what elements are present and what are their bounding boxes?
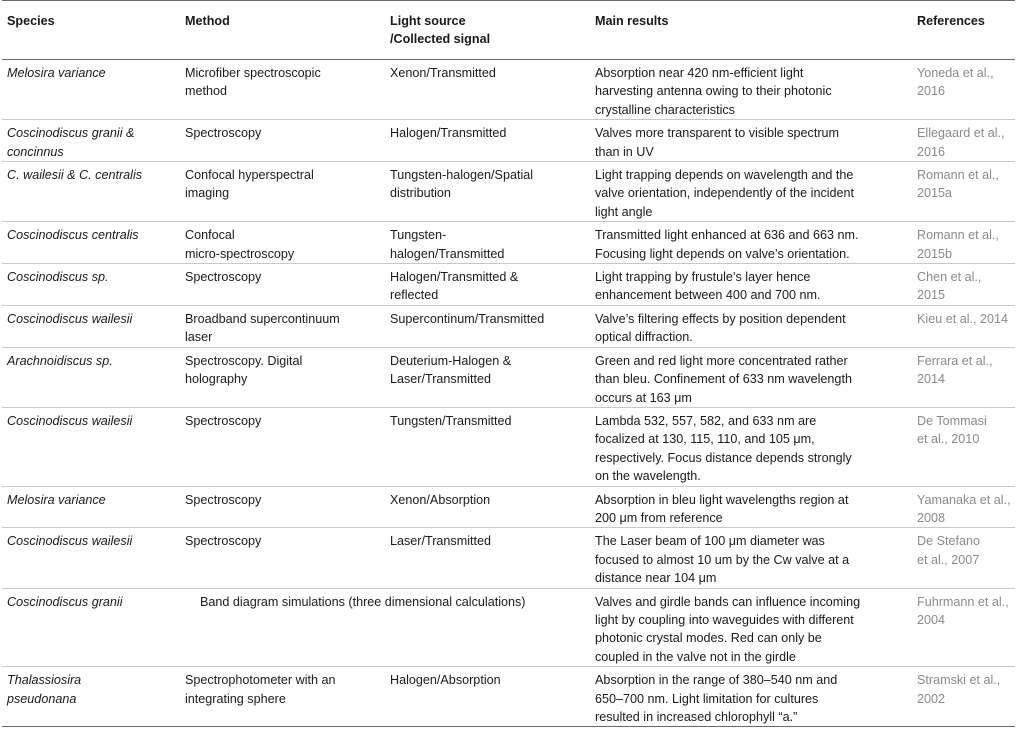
- header-text: Species: [7, 14, 55, 28]
- header-text: Main results: [595, 14, 669, 28]
- reference-cell-text: et al., 2007: [917, 552, 980, 567]
- results-cell: [590, 486, 912, 528]
- light-source-cell-text: Laser/Transmitted: [390, 534, 492, 549]
- reference-cell-text: De Tommasi: [917, 413, 987, 428]
- results-cell-text: Valves more transparent to visible spectrum: [595, 126, 840, 141]
- results-cell-text: Focusing light depends on valve’s orientation.: [595, 246, 850, 261]
- species-cell: [2, 264, 180, 306]
- method-cell-text: Spectroscopy: [185, 413, 262, 428]
- results-cell: [590, 120, 912, 162]
- light-source-cell: [385, 120, 590, 162]
- light-source-cell: [385, 347, 590, 407]
- light-source-cell: [385, 407, 590, 486]
- results-cell-text: valve orientation, independently of the incident: [595, 186, 855, 201]
- light-source-cell-text: Xenon/Transmitted: [390, 66, 496, 80]
- results-cell-text: light by coupling into waveguides with different: [595, 612, 854, 627]
- reference-cell: [912, 162, 1015, 222]
- light-source-cell: [385, 264, 590, 306]
- table-row: [2, 667, 1015, 727]
- reference-cell-text: 2015a: [917, 186, 953, 201]
- reference-cell-text: et al., 2010: [917, 432, 980, 447]
- species-cell-text: Coscinodiscus wailesii: [7, 534, 133, 549]
- results-cell-text: Absorption in the range of 380–540 nm and: [595, 673, 838, 688]
- results-cell-text: focused to almost 10 um by the Cw valve at a: [595, 552, 850, 567]
- table-row: [2, 528, 1015, 588]
- method-cell: [180, 407, 385, 486]
- table-row: [2, 222, 1015, 264]
- reference-cell-text: 2002: [917, 691, 946, 706]
- header-row: [2, 1, 1015, 60]
- results-cell-text: harvesting antenna owing to their photonic: [595, 84, 832, 99]
- method-cell: [180, 588, 590, 667]
- results-cell-text: Valve’s filtering effects by position dependent: [595, 311, 846, 326]
- header-text: References: [917, 14, 985, 28]
- reference-cell-text: Romann et al.,: [917, 228, 999, 243]
- method-cell-text: Microfiber spectroscopic: [185, 66, 321, 80]
- species-cell: [2, 222, 180, 264]
- header-text: Light source: [390, 14, 466, 28]
- results-cell: [590, 588, 912, 667]
- results-cell-text: Valves and girdle bands can influence incoming: [595, 594, 861, 609]
- species-cell: [2, 162, 180, 222]
- light-source-cell-text: Deuterium-Halogen &: [390, 353, 512, 368]
- reference-cell-text: Chen et al.,: [917, 270, 982, 285]
- species-cell-text: C. wailesii & C. centralis: [7, 168, 143, 183]
- light-source-cell-text: distribution: [390, 186, 451, 201]
- species-cell: [2, 667, 180, 727]
- results-cell-text: photonic crystal modes. Red can only be: [595, 631, 822, 646]
- reference-cell-text: Romann et al.,: [917, 168, 999, 183]
- results-cell-text: respectively. Focus distance depends strongly: [595, 450, 852, 465]
- results-cell-text: occurs at 163 μm: [595, 390, 692, 405]
- method-cell-text: Confocal hyperspectral: [185, 168, 314, 183]
- reference-cell: [912, 407, 1015, 486]
- table-row: [2, 407, 1015, 486]
- species-cell-text: Melosira variance: [7, 492, 106, 507]
- method-cell: [180, 264, 385, 306]
- results-cell-text: crystalline characteristics: [595, 102, 735, 117]
- results-cell: [590, 347, 912, 407]
- reference-cell: [912, 667, 1015, 727]
- header-method: [180, 1, 385, 60]
- method-cell-text: integrating sphere: [185, 691, 286, 706]
- table-row: [2, 264, 1015, 306]
- reference-cell-text: Yamanaka et al.,: [917, 492, 1011, 507]
- reference-cell: [912, 120, 1015, 162]
- species-cell-text: concinnus: [7, 144, 64, 159]
- results-cell: [590, 305, 912, 347]
- species-cell-text: Coscinodiscus granii &: [7, 126, 135, 141]
- light-source-cell-text: Halogen/Transmitted &: [390, 270, 519, 285]
- reference-cell: [912, 60, 1015, 120]
- reference-cell: [912, 486, 1015, 528]
- light-source-cell: [385, 667, 590, 727]
- table-row: [2, 588, 1015, 667]
- results-cell-text: The Laser beam of 100 μm diameter was: [595, 534, 825, 549]
- method-cell: [180, 347, 385, 407]
- reference-cell: [912, 588, 1015, 667]
- table-row: [2, 162, 1015, 222]
- species-cell: [2, 120, 180, 162]
- results-cell: [590, 162, 912, 222]
- method-cell: [180, 222, 385, 264]
- method-cell-text: Confocal: [185, 228, 235, 243]
- species-cell: [2, 486, 180, 528]
- header-text: Method: [185, 14, 230, 28]
- reference-cell: [912, 347, 1015, 407]
- results-cell-text: 200 μm from reference: [595, 510, 723, 525]
- results-cell-text: Absorption in bleu light wavelengths region at: [595, 492, 849, 507]
- table-row: [2, 305, 1015, 347]
- results-cell: [590, 264, 912, 306]
- species-cell-text: Arachnoidiscus sp.: [7, 353, 113, 368]
- method-cell-text: imaging: [185, 186, 230, 201]
- light-source-cell: [385, 305, 590, 347]
- results-cell-text: light angle: [595, 204, 653, 219]
- table-row: [2, 60, 1015, 120]
- results-cell-text: than bleu. Confinement of 633 nm wavelength: [595, 372, 852, 387]
- results-cell: [590, 222, 912, 264]
- method-cell-text: Broadband supercontinuum: [185, 311, 340, 326]
- results-cell: [590, 60, 912, 120]
- light-source-cell: [385, 222, 590, 264]
- results-cell: [590, 667, 912, 727]
- results-cell-text: Absorption near 420 nm-efficient light: [595, 66, 804, 80]
- reference-cell-text: 2016: [917, 84, 946, 99]
- method-cell-text: holography: [185, 372, 248, 387]
- results-cell-text: 650–700 nm. Light limitation for cultures: [595, 691, 819, 706]
- reference-cell-text: Ferrara et al.,: [917, 353, 993, 368]
- results-cell-text: Transmitted light enhanced at 636 and 663 nm.: [595, 228, 859, 243]
- method-cell-text: method: [185, 84, 228, 99]
- table-header: [2, 1, 1015, 60]
- header-species: [2, 1, 180, 60]
- header-main-results: [590, 1, 912, 60]
- method-cell: [180, 528, 385, 588]
- species-cell-text: Coscinodiscus sp.: [7, 270, 109, 285]
- species-cell-text: Coscinodiscus granii: [7, 594, 123, 609]
- species-cell: [2, 60, 180, 120]
- light-source-cell: [385, 528, 590, 588]
- species-cell: [2, 407, 180, 486]
- method-cell-text: Spectroscopy: [185, 534, 262, 549]
- reference-cell: [912, 305, 1015, 347]
- header-references: [912, 1, 1015, 60]
- method-cell-text: Band diagram simulations (three dimensional calculations): [200, 594, 526, 609]
- results-cell-text: coupled in the valve not in the girdle: [595, 649, 796, 664]
- reference-cell-text: 2008: [917, 510, 946, 525]
- reference-cell-text: 2016: [917, 144, 946, 159]
- method-cell: [180, 486, 385, 528]
- reference-cell-text: Fuhrmann et al.,: [917, 594, 1009, 609]
- species-cell-text: Coscinodiscus wailesii: [7, 311, 133, 326]
- reference-cell: [912, 222, 1015, 264]
- method-cell: [180, 305, 385, 347]
- reference-cell-text: 2015b: [917, 246, 953, 261]
- light-source-cell: [385, 486, 590, 528]
- light-source-cell-text: Tungsten/Transmitted: [390, 413, 512, 428]
- table-row: [2, 347, 1015, 407]
- results-cell-text: resulted in increased chlorophyll “a.”: [595, 710, 798, 724]
- species-cell-text: Thalassiosira: [7, 673, 82, 688]
- light-source-cell-text: Tungsten-: [390, 228, 447, 243]
- species-cell-text: Coscinodiscus wailesii: [7, 413, 133, 428]
- method-cell: [180, 162, 385, 222]
- species-cell: [2, 305, 180, 347]
- reference-cell-text: 2014: [917, 372, 946, 387]
- reference-cell-text: 2004: [917, 612, 946, 627]
- reference-cell-text: Ellegaard et al.,: [917, 126, 1005, 141]
- table-body: [2, 60, 1015, 727]
- results-cell-text: focalized at 130, 115, 110, and 105 μm,: [595, 432, 815, 447]
- light-source-cell-text: Halogen/Absorption: [390, 673, 501, 688]
- species-cell: [2, 528, 180, 588]
- results-cell-text: Lambda 532, 557, 582, and 633 nm are: [595, 413, 817, 428]
- light-source-cell-text: Supercontinum/Transmitted: [390, 311, 545, 326]
- light-source-cell: [385, 162, 590, 222]
- results-cell-text: than in UV: [595, 144, 654, 159]
- header-text: /Collected signal: [390, 32, 491, 46]
- species-cell: [2, 347, 180, 407]
- light-source-cell-text: Tungsten-halogen/Spatial: [390, 168, 534, 183]
- method-cell-text: Spectroscopy. Digital: [185, 353, 303, 368]
- method-cell: [180, 120, 385, 162]
- table-row: [2, 120, 1015, 162]
- method-cell-text: micro-spectroscopy: [185, 246, 295, 261]
- results-cell: [590, 407, 912, 486]
- results-cell: [590, 528, 912, 588]
- research-table: [2, 0, 1015, 727]
- species-cell: [2, 588, 180, 667]
- light-source-cell-text: reflected: [390, 288, 439, 303]
- light-source-cell-text: Xenon/Absorption: [390, 492, 491, 507]
- method-cell: [180, 60, 385, 120]
- species-cell-text: pseudonana: [7, 691, 77, 706]
- method-cell-text: Spectroscopy: [185, 270, 262, 285]
- results-cell-text: on the wavelength.: [595, 469, 701, 484]
- method-cell-text: Spectrophotometer with an: [185, 673, 336, 688]
- results-cell-text: distance near 104 μm: [595, 571, 717, 586]
- species-cell-text: Melosira variance: [7, 66, 106, 80]
- reference-cell-text: Stramski et al.,: [917, 673, 1001, 688]
- light-source-cell: [385, 60, 590, 120]
- light-source-cell-text: Laser/Transmitted: [390, 372, 492, 387]
- method-cell-text: laser: [185, 330, 213, 345]
- reference-cell-text: Kieu et al., 2014: [917, 311, 1009, 326]
- reference-cell: [912, 264, 1015, 306]
- results-cell-text: enhancement between 400 and 700 nm.: [595, 288, 821, 303]
- reference-cell: [912, 528, 1015, 588]
- results-cell-text: Green and red light more concentrated rather: [595, 353, 848, 368]
- method-cell: [180, 667, 385, 727]
- reference-cell-text: 2015: [917, 288, 946, 303]
- reference-cell-text: Yoneda et al.,: [917, 66, 994, 80]
- reference-cell-text: De Stefano: [917, 534, 981, 549]
- table-row: [2, 486, 1015, 528]
- light-source-cell-text: halogen/Transmitted: [390, 246, 505, 261]
- results-cell-text: Light trapping by frustule’s layer hence: [595, 270, 811, 285]
- method-cell-text: Spectroscopy: [185, 492, 262, 507]
- results-cell-text: Light trapping depends on wavelength and the: [595, 168, 854, 183]
- species-cell-text: Coscinodiscus centralis: [7, 228, 139, 243]
- light-source-cell-text: Halogen/Transmitted: [390, 126, 507, 141]
- header-light-source: [385, 1, 590, 60]
- results-cell-text: optical diffraction.: [595, 330, 693, 345]
- method-cell-text: Spectroscopy: [185, 126, 262, 141]
